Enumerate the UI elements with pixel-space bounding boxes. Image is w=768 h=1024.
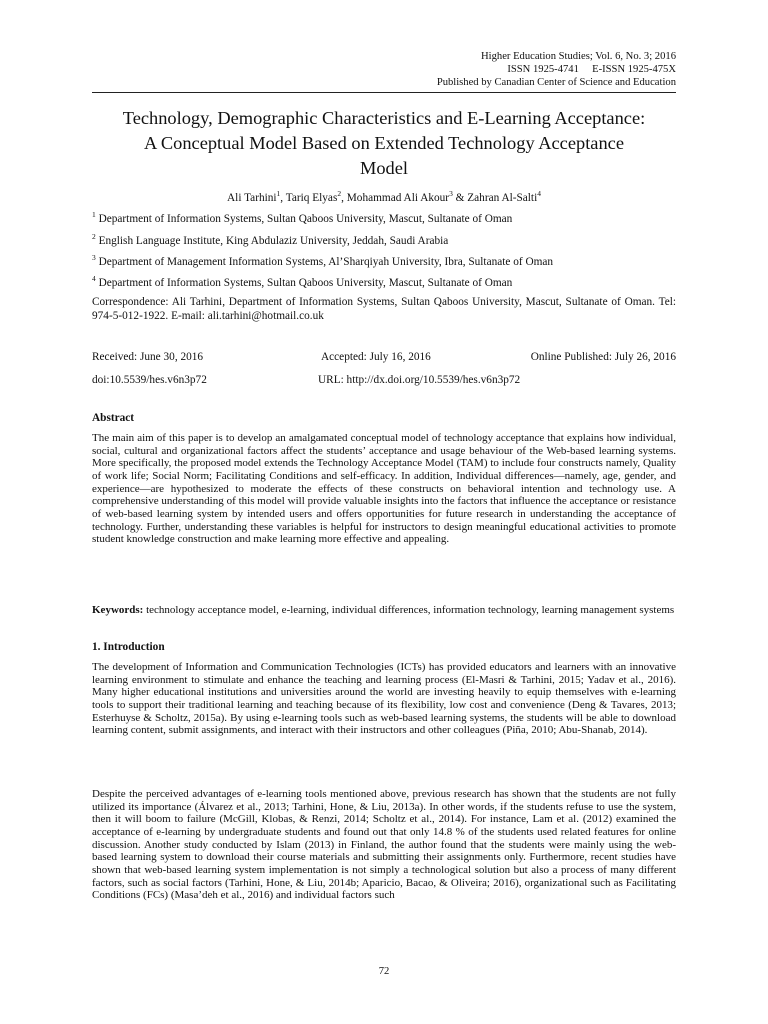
author-affil-marker: 1 [276,189,281,199]
abstract-text: The main aim of this paper is to develop an amalgamated conceptual model of technology acceptance that explains how individual, social, cultural and organizational factors affect the students’ acceptance and usage behaviour of the Web-based learning systems. More specifically, the proposed model extends the Technology Acceptance Model (TAM) to include four constructs namely, Quality of work life; Social Norm; Facilitating Conditions and self-efficacy. In addition, Individual differences—namely, age, gender, and experience—are hypothesized to moderate the effects of these constructs on behavioral intention and technology use. A comprehensive understanding of this model will provide valuable insights into the factors that influence the acceptance or resistance of web-based learning system by intended users and offers opportunities for future research in understanding the acceptance of technology. Further, understanding these variables is helpful for instructors to design meaningful educational activities to promote student knowledge construction and make learning more effective and appealing. [92,432,676,546]
title-line-1: Technology, Demographic Characteristics and E-Learning Acceptance: [122,108,646,128]
affiliation-number: 2 [92,232,96,242]
title-line-2: A Conceptual Model Based on Extended Technology Acceptance [144,133,624,153]
affiliation-number: 1 [92,210,96,220]
keywords-text: technology acceptance model, e-learning, individual differences, information technology, learning management systems [143,604,675,616]
author-affil-marker: 2 [337,189,342,199]
affiliation-text: Department of Management Information Systems, Al’Sharqiyah University, Ibra, Sultanate of Oman [98,256,554,268]
page-number: 72 [378,966,390,977]
affiliation-number: 3 [92,253,96,263]
introduction-paragraph-1: The development of Information and Communication Technologies (ICTs) has provided educators and learners with an innovative learning environment to stimulate and enhance the teaching and learning process (El-Masri & Tarhini, 2015; Yadav et al., 2016). Many higher educational institutions and universities around the world are investing heavily to equip themselves with e-learning tools to support their traditional learning and teaching because of its flexibility, low cost and convenience (Deng & Tavares, 2013; Esterhuyse & Scholtz, 2015a). By using e-learning tools such as web-based learning systems, the students will be able to download learning content, submit assignments, and interact with their instructors and other colleagues (Piña, 2010; Abu-Shanab, 2014). [92,661,676,737]
doi: doi:10.5539/hes.v6n3p72 [92,374,207,386]
correspondence: Correspondence: Ali Tarhini, Department of Information Systems, Sultan Qaboos University, Mascut, Sultanate of Oman. Tel: 974-5-012-1922. E-mail: ali.tarhini@hotmail.co.uk [92,296,676,323]
identifiers-row [92,373,676,387]
title-line-3: Model [359,158,408,178]
journal-publisher: Published by Canadian Center of Science and Education [436,77,676,88]
author-affil-marker: 4 [537,189,541,199]
accepted-date: Accepted: July 16, 2016 [321,351,431,363]
author-affil-marker: 3 [449,189,453,199]
header-divider [92,92,676,93]
affiliation-3 [92,255,676,269]
paper-title [92,106,676,181]
affiliation-2 [92,234,676,248]
journal-issue: Higher Education Studies; Vol. 6, No. 3; 2016 [481,51,676,62]
article-url: URL: http://dx.doi.org/10.5539/hes.v6n3p72 [318,374,521,386]
introduction-paragraph-2: Despite the perceived advantages of e-learning tools mentioned above, previous research has shown that the students are not fully utilized its importance (Álvarez et al., 2013; Tarhini, Hone, & Liu, 2013a). In other words, if the students refuse to use the system, then it will boom to failure (McGill, Klobas, & Renzi, 2014; Scholtz et al., 2014). For instance, Lam et al. (2012) examined the acceptance of e-learning by undergraduate students and found out that only 14.8 % of the students used related features for online discussion. Another study conducted by Islam (2013) in Finland, the author found that the students were mainly using the web-based learning system to download their course materials and submitting their assignments only. Furthermore, recent studies have shown that web-based learning system implementation is not simply a technological solution but also a process of many different factors, such as social factors (Tarhini, Hone, & Liu, 2014b; Aparicio, Bacao, & Oliveira; 2016), organizational such as Facilitating Conditions (FCs) (Masa’deh et al., 2016) and individual factors such [92,788,676,902]
author-separator: , [341,192,347,204]
keywords [92,604,676,617]
abstract-heading: Abstract [92,412,135,424]
author-name: Tariq Elyas [285,192,338,204]
author-name: Ali Tarhini [227,192,277,204]
author-name: Zahran Al-Salti [467,192,538,204]
affiliation-number: 4 [92,274,96,284]
published-date: Online Published: July 26, 2016 [530,351,676,363]
affiliation-text: Department of Information Systems, Sultan Qaboos University, Mascut, Sultanate of Oman [98,277,513,289]
received-date: Received: June 30, 2016 [92,351,204,363]
journal-running-head [437,50,676,89]
author-separator: & [452,192,468,204]
author-separator: , [280,192,286,204]
author-list [92,191,676,205]
journal-issn: ISSN 1925-4741 E-ISSN 1925-475X [507,64,676,75]
author-name: Mohammad Ali Akour [346,192,450,204]
keywords-label: Keywords: [92,604,144,616]
affiliation-1 [92,212,676,226]
affiliation-text: Department of Information Systems, Sultan Qaboos University, Mascut, Sultanate of Oman [98,213,513,225]
dates-row [92,350,676,364]
affiliation-4 [92,276,676,290]
introduction-heading: 1. Introduction [92,641,165,653]
affiliation-text: English Language Institute, King Abdulaziz University, Jeddah, Saudi Arabia [98,235,449,247]
